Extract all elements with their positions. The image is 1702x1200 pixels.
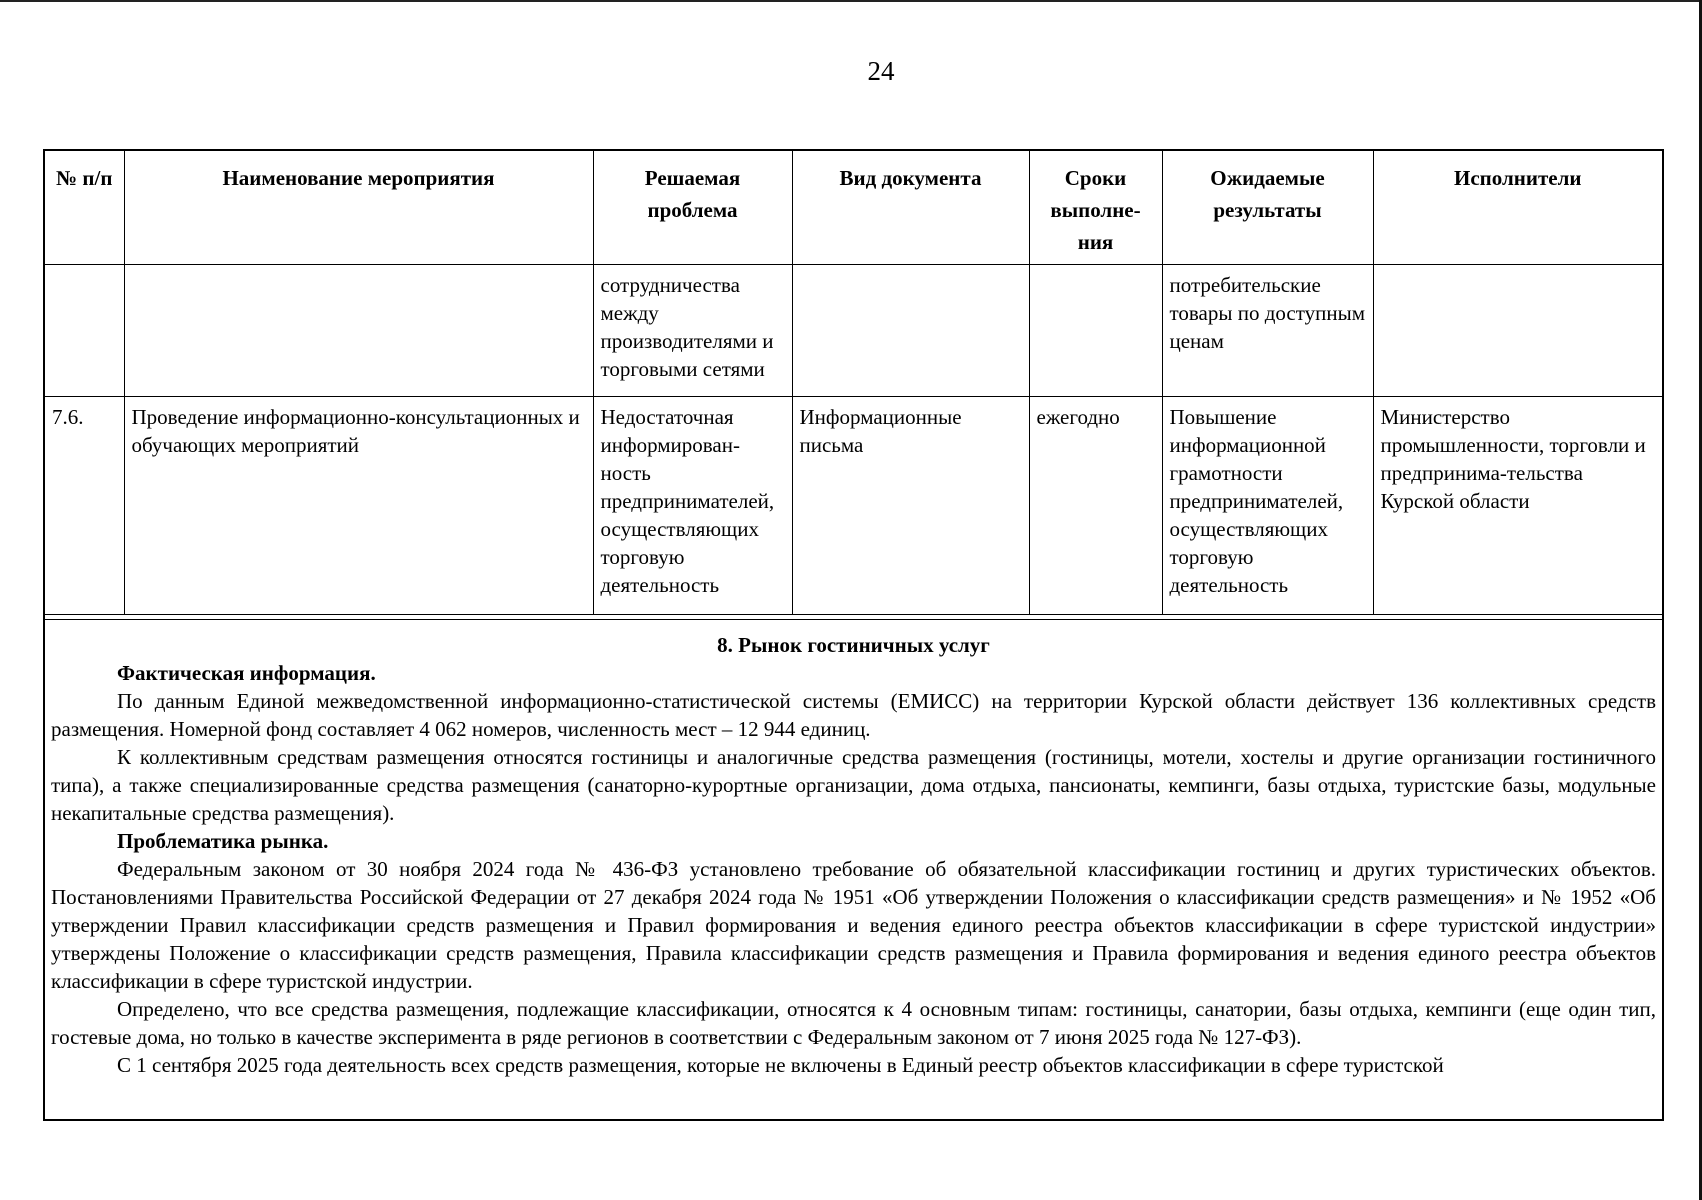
cell-problem: сотрудничества между производителями и торговыми сетями — [593, 265, 792, 397]
cell-number — [45, 265, 124, 397]
paragraph: С 1 сентября 2025 года деятельность всех средств размещения, которые не включены в Единый реестр объектов классификации в сфере туристской — [117, 1053, 1444, 1077]
cell-results: потребительские товары по доступным ценам — [1162, 265, 1373, 397]
section-title: 8. Рынок гостиничных услуг — [717, 633, 990, 657]
cell-number: 7.6. — [45, 397, 124, 615]
header-number: № п/п — [45, 151, 124, 265]
cell-executors — [1373, 265, 1662, 397]
hotel-market-section — [45, 619, 1662, 1119]
cell-measure-name — [124, 265, 593, 397]
facts-heading: Фактическая информация. — [117, 661, 376, 685]
cell-document-type: Информационные письма — [792, 397, 1029, 615]
header-measure-name: Наименование мероприятия — [124, 151, 593, 265]
cell-deadline: ежегодно — [1029, 397, 1162, 615]
table-row — [45, 265, 1662, 397]
problems-heading: Проблематика рынка. — [117, 829, 329, 853]
cell-deadline — [1029, 265, 1162, 397]
header-problem: Решаемая проблема — [593, 151, 792, 265]
table-row — [45, 397, 1662, 615]
cell-document-type — [792, 265, 1029, 397]
paragraph: Определено, что все средства размещения, подлежащие классификации, относятся к 4 основным типам: гостиницы, санатории, базы отдыха, кемпинги (еще один тип, гостевые дома, но только в качестве эксперимента в ряде регионов в соответствии с Федеральным законом от 7 июня 2025 года № 127-ФЗ). — [51, 997, 1656, 1049]
cell-measure-name: Проведение информационно-консультационных и обучающих мероприятий — [124, 397, 593, 615]
header-document-type: Вид документа — [792, 151, 1029, 265]
scan-top-edge — [0, 0, 1702, 2]
measures-table — [45, 151, 1662, 615]
header-results: Ожидаемые результаты — [1162, 151, 1373, 265]
header-deadline: Сроки выполне-ния — [1029, 151, 1162, 265]
paragraph: К коллективным средствам размещения относятся гостиницы и аналогичные средства размещения (гостиницы, мотели, хостелы и другие организации гостиничного типа), а также специализированные средства размещения (санаторно-курортные организации, дома отдыха, пансионаты, кемпинги, базы отдыха, туристские базы, модульные некапитальные средства размещения). — [51, 745, 1656, 825]
page-number: 24 — [867, 56, 895, 86]
document-frame — [43, 149, 1664, 1121]
header-executors: Исполнители — [1373, 151, 1662, 265]
paragraph: Федеральным законом от 30 ноября 2024 года № 436-ФЗ установлено требование об обязательной классификации гостиниц и других туристических объектов. Постановлениями Правительства Российской Федерации от 27 декабря 2024 года № 1951 «Об утверждении Положения о классификации средств размещения» и № 1952 «Об утверждении Правил классификации средств размещения и Правил формирования и ведения единого реестра объектов классификации в сфере туристской индустрии» утверждены Положение о классификации средств размещения, Правила классификации средств размещения и Правила формирования и ведения единого реестра объектов классификации в сфере туристской индустрии. — [51, 857, 1656, 993]
paragraph: По данным Единой межведомственной информационно-статистической системы (ЕМИСС) на территории Курской области действует 136 коллективных средств размещения. Номерной фонд составляет 4 062 номеров, численность мест – 12 944 единиц. — [51, 689, 1656, 741]
cell-executors: Министерство промышленности, торговли и предпринима-тельства Курской области — [1373, 397, 1662, 615]
table-header-row — [45, 151, 1662, 265]
cell-problem: Недостаточная информирован-ность предпринимателей, осуществляющих торговую деятельность — [593, 397, 792, 615]
cell-results: Повышение информационной грамотности предпринимателей, осуществляющих торговую деятельность — [1162, 397, 1373, 615]
